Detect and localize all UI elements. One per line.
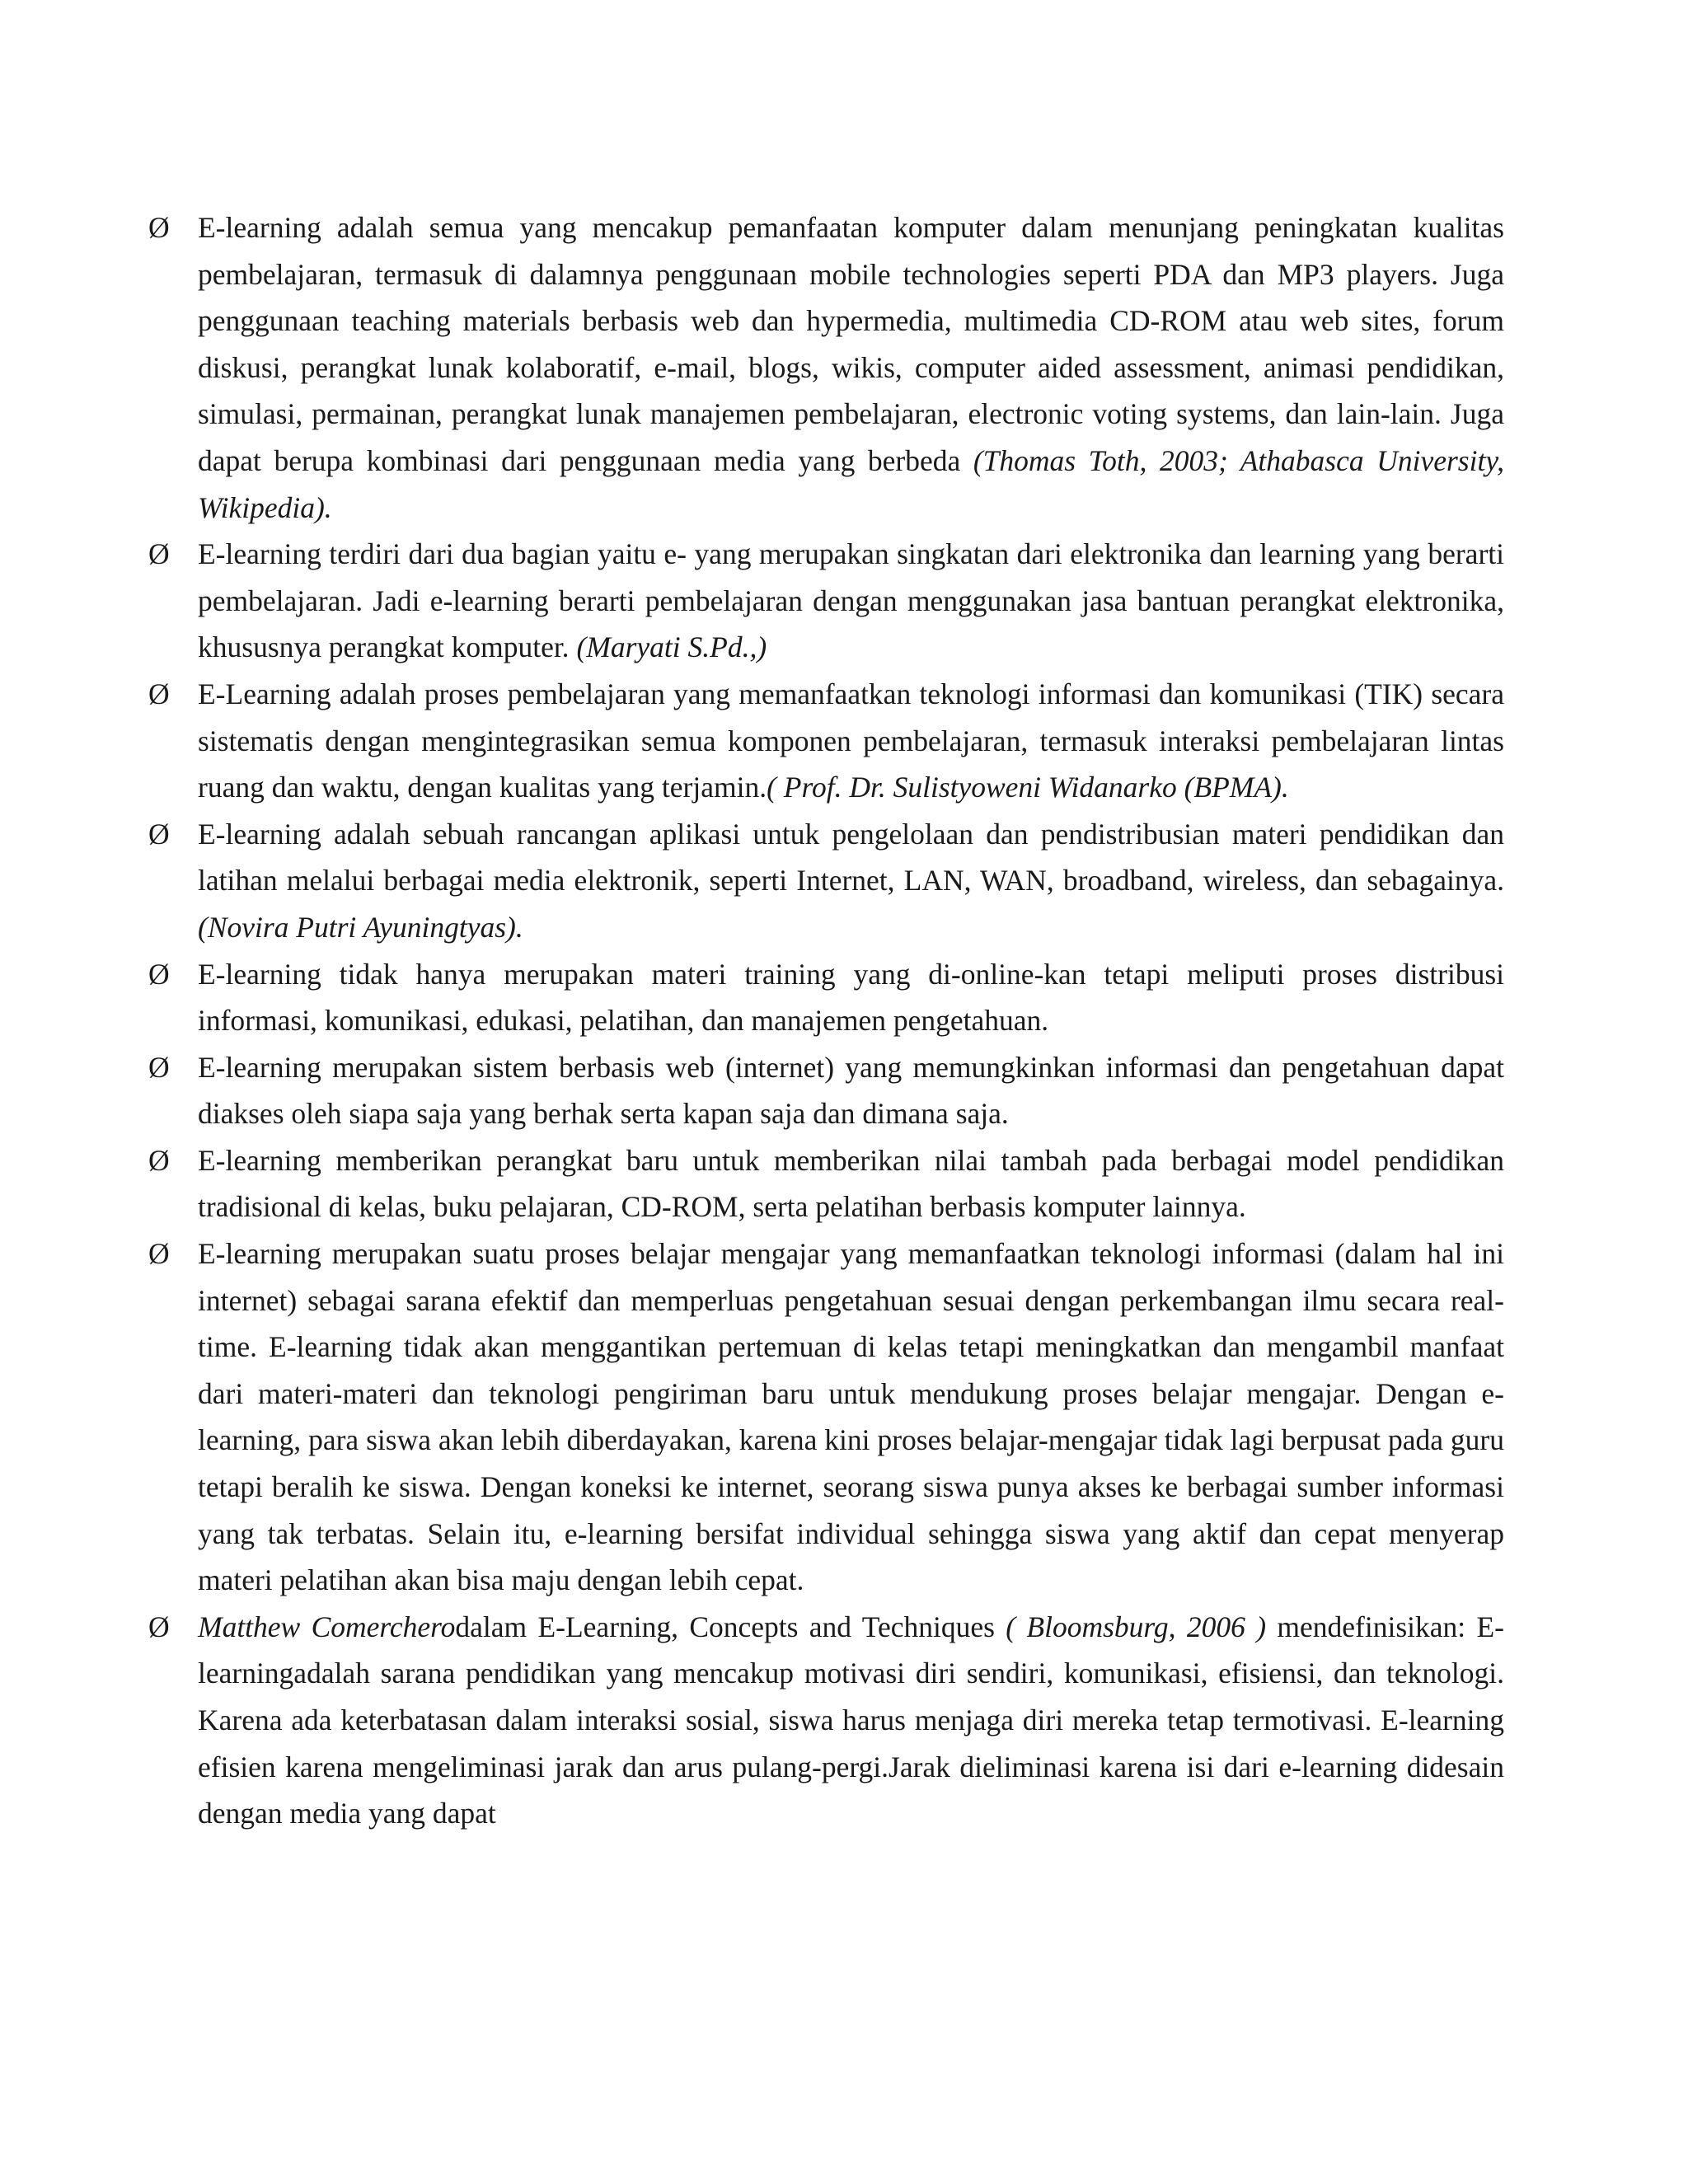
bullet-icon: Ø [148, 1610, 170, 1643]
list-item [148, 1230, 1504, 1604]
list-item [148, 531, 1504, 671]
bullet-icon: Ø [148, 1050, 170, 1084]
item-citation: ( Bloomsburg, 2006 ) [1006, 1610, 1267, 1643]
list-item [148, 671, 1504, 811]
list-item [148, 1137, 1504, 1230]
item-text: E-learning adalah semua yang mencakup pemanfaatan komputer dalam menunjang peningkatan kualitas pembelajaran, termasuk di dalamnya penggunaan mobile technologies seperti PDA dan MP3 players. Juga penggunaan teaching materials berbasis web dan hypermedia, multimedia CD-ROM atau web sites, forum diskusi, perangkat lunak kolaboratif, e-mail, blogs, wikis, computer aided assessment, animasi pendidikan, simulasi, permainan, perangkat lunak manajemen pembelajaran, electronic voting systems, dan lain-lain. Juga dapat berupa kombinasi dari penggunaan media yang berbeda [198, 211, 1504, 477]
list-item [148, 811, 1504, 951]
item-citation: (Thomas Toth, 2003; Athabasca University, Wikipedia). [198, 443, 1504, 524]
list-item [148, 951, 1504, 1044]
item-text-continued: mendefinisikan: E-learningadalah sarana pendidikan yang mencakup motivasi diri sendiri, komunikasi, efisiensi, dan teknologi. Karena ada keterbatasan dalam interaksi sosial, siswa harus menjaga diri mereka tetap termotivasi. E-learning efisien karena mengeliminasi jarak dan arus pulang-pergi.Jarak dieliminasi karena isi dari e-learning didesain dengan media yang dapat [198, 1610, 1504, 1830]
item-lead-citation: Matthew Comerchero [198, 1610, 456, 1643]
bullet-icon: Ø [148, 1237, 170, 1271]
item-citation: (Novira Putri Ayuningtyas). [198, 910, 523, 944]
item-text: E-learning merupakan sistem berbasis web (internet) yang memungkinkan informasi dan pengetahuan dapat diakses oleh siapa saja yang berhak serta kapan saja dan dimana saja. [198, 1050, 1504, 1131]
item-text: E-learning merupakan suatu proses belajar mengajar yang memanfaatkan teknologi informasi (dalam hal ini internet) sebagai sarana efektif dan memperluas pengetahuan sesuai dengan perkembangan ilmu secara real-time. E-learning tidak akan menggantikan pertemuan di kelas tetapi meningkatkan dan mengambil manfaat dari materi-materi dan teknologi pengiriman baru untuk mendukung proses belajar mengajar. Dengan e-learning, para siswa akan lebih diberdayakan, karena kini proses belajar-mengajar tidak lagi berpusat pada guru tetapi beralih ke siswa. Dengan koneksi ke internet, seorang siswa punya akses ke berbagai sumber informasi yang tak terbatas. Selain itu, e-learning bersifat individual sehingga siswa yang aktif dan cepat menyerap materi pelatihan akan bisa maju dengan lebih cepat. [198, 1237, 1504, 1597]
item-text: dalam E-Learning, Concepts and Techniques [455, 1610, 1006, 1643]
bullet-icon: Ø [148, 817, 170, 851]
list-item [148, 204, 1504, 531]
item-text: E-Learning adalah proses pembelajaran yang memanfaatkan teknologi informasi dan komunikasi (TIK) secara sistematis dengan mengintegrasikan semua komponen pembelajaran, termasuk interaksi pembelajaran lintas ruang dan waktu, dengan kualitas yang terjamin. [198, 677, 1504, 804]
bullet-icon: Ø [148, 957, 170, 991]
item-text: E-learning tidak hanya merupakan materi training yang di-online-kan tetapi meliputi proses distribusi informasi, komunikasi, edukasi, pelatihan, dan manajemen pengetahuan. [198, 957, 1504, 1038]
bullet-icon: Ø [148, 211, 170, 244]
list-item [148, 1044, 1504, 1137]
bullet-icon: Ø [148, 677, 170, 710]
item-citation: ( Prof. Dr. Sulistyoweni Widanarko (BPMA). [767, 771, 1289, 804]
bullet-icon: Ø [148, 1143, 170, 1177]
item-text: E-learning terdiri dari dua bagian yaitu e- yang merupakan singkatan dari elektronika dan learning yang berarti pembelajaran. Jadi e-learning berarti pembelajaran dengan menggunakan jasa bantuan perangkat elektronika, khususnya perangkat komputer. [198, 537, 1504, 664]
bullet-icon: Ø [148, 537, 170, 571]
list-item [148, 1604, 1504, 1837]
item-citation: (Maryati S.Pd.,) [576, 630, 767, 664]
bullet-list [148, 204, 1504, 1837]
item-text: E-learning adalah sebuah rancangan aplikasi untuk pengelolaan dan pendistribusian materi pendidikan dan latihan melalui berbagai media elektronik, seperti Internet, LAN, WAN, broadband, wireless, dan sebagainya. [198, 817, 1504, 898]
item-text: E-learning memberikan perangkat baru untuk memberikan nilai tambah pada berbagai model pendidikan tradisional di kelas, buku pelajaran, CD-ROM, serta pelatihan berbasis komputer lainnya. [198, 1143, 1504, 1224]
